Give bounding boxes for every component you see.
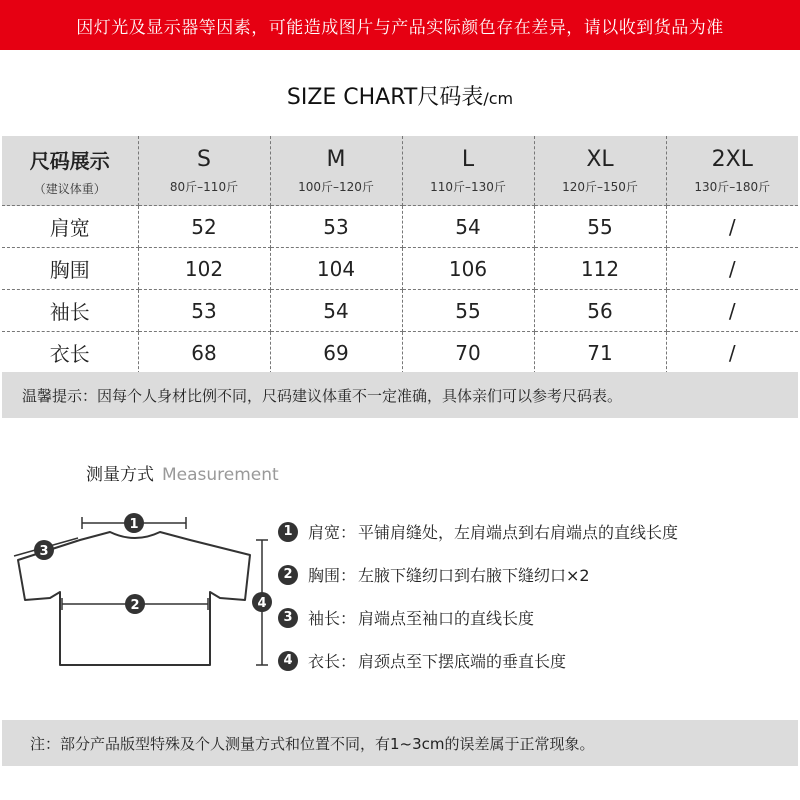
size-table	[2, 136, 798, 374]
table-row	[2, 248, 798, 290]
table-cell: 53	[138, 290, 270, 332]
table-row	[2, 206, 798, 248]
row-label: 肩宽	[2, 206, 138, 248]
table-row	[2, 332, 798, 374]
measurement-item	[278, 596, 678, 639]
header-sublabel: （建议体重）	[33, 181, 106, 196]
table-cell: 53	[270, 206, 402, 248]
header-label: 尺码展示	[29, 148, 110, 173]
measurement-list	[278, 510, 678, 682]
table-cell: 112	[534, 248, 666, 290]
size-name: M	[326, 146, 346, 172]
measurement-desc: 肩颈点至下摆底端的垂直长度	[358, 652, 567, 671]
size-weight: 130斤–180斤	[694, 179, 771, 194]
row-label: 胸围	[2, 248, 138, 290]
table-cell: 69	[270, 332, 402, 374]
size-chart-title-unit: /cm	[483, 89, 514, 108]
tip-bar: 温馨提示：因每个人身材比例不同，尺码建议体重不一定准确，具体亲们可以参考尺码表。	[2, 372, 798, 418]
table-cell: 52	[138, 206, 270, 248]
number-badge: 1	[278, 522, 298, 542]
table-cell: 104	[270, 248, 402, 290]
measurement-label: 衣长：	[308, 652, 357, 671]
svg-text:3: 3	[39, 544, 49, 559]
table-cell: 55	[534, 206, 666, 248]
table-cell: 71	[534, 332, 666, 374]
size-weight: 80斤–110斤	[169, 179, 239, 194]
measurement-item	[278, 510, 678, 553]
measurement-label: 胸围：	[308, 566, 357, 585]
measurement-item	[278, 639, 678, 682]
table-cell: 56	[534, 290, 666, 332]
table-cell: /	[666, 206, 798, 248]
table-cell: /	[666, 332, 798, 374]
number-badge: 3	[278, 608, 298, 628]
measurement-desc: 平铺肩缝处，左肩端点到右肩端点的直线长度	[358, 523, 679, 542]
svg-text:1: 1	[129, 517, 139, 532]
size-header-cell	[402, 136, 534, 206]
number-badge: 2	[278, 565, 298, 585]
measurement-title	[86, 460, 279, 485]
table-row	[2, 290, 798, 332]
svg-text:2: 2	[130, 598, 140, 613]
size-header-cell	[534, 136, 666, 206]
size-header-cell	[270, 136, 402, 206]
header-label-cell	[2, 136, 138, 206]
table-cell: 106	[402, 248, 534, 290]
size-header-cell	[138, 136, 270, 206]
measurement-item	[278, 553, 678, 596]
size-name: 2XL	[711, 146, 753, 172]
number-badge: 4	[278, 651, 298, 671]
shirt-diagram	[0, 500, 280, 680]
size-name: XL	[586, 146, 614, 172]
size-chart-title	[0, 80, 800, 111]
size-chart-title-main: SIZE CHART尺码表	[286, 85, 484, 110]
measurement-label: 袖长：	[308, 609, 357, 628]
size-weight: 100斤–120斤	[298, 179, 374, 194]
size-weight: 110斤–130斤	[430, 179, 506, 194]
disclaimer-banner: 因灯光及显示器等因素，可能造成图片与产品实际颜色存在差异，请以收到货品为准	[0, 0, 800, 50]
size-name: L	[461, 146, 475, 172]
measurement-desc: 肩端点至袖口的直线长度	[358, 609, 535, 628]
row-label: 衣长	[2, 332, 138, 374]
measurement-title-cn: 测量方式	[86, 465, 154, 485]
size-table-header-row	[2, 136, 798, 206]
measurement-label: 肩宽：	[308, 523, 357, 542]
table-cell: /	[666, 248, 798, 290]
size-weight: 120斤–150斤	[562, 179, 638, 194]
measurement-title-en: Measurement	[162, 465, 279, 485]
table-cell: 54	[270, 290, 402, 332]
measurement-desc: 左腋下缝纫口到右腋下缝纫口×2	[358, 566, 590, 585]
size-name: S	[197, 146, 211, 172]
table-cell: /	[666, 290, 798, 332]
table-cell: 55	[402, 290, 534, 332]
size-header-cell	[666, 136, 798, 206]
note-bar: 注：部分产品版型特殊及个人测量方式和位置不同，有1~3cm的误差属于正常现象。	[2, 720, 798, 766]
svg-text:4: 4	[257, 596, 267, 611]
row-label: 袖长	[2, 290, 138, 332]
table-cell: 102	[138, 248, 270, 290]
table-cell: 54	[402, 206, 534, 248]
table-cell: 68	[138, 332, 270, 374]
table-cell: 70	[402, 332, 534, 374]
